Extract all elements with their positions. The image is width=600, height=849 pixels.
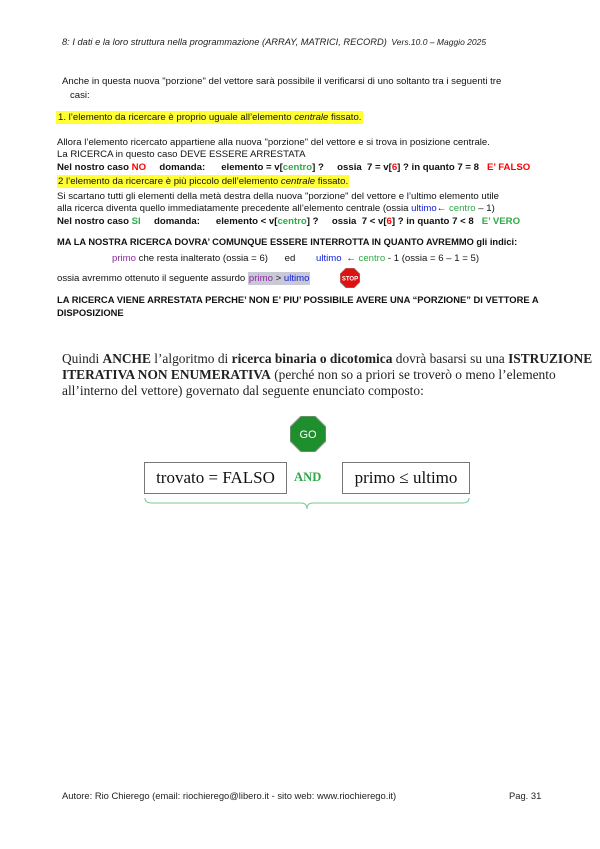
- grouping-brace: [144, 497, 470, 511]
- case-1-desc-1: Allora l’elemento ricercato appartiene alla nuova "porzione" del vettore e si trova in posizione centrale.: [57, 137, 490, 148]
- footer-author: Autore: Rio Chierego (email: riochierego@libero.it - sito web: www.riochierego.it): [62, 790, 397, 801]
- case-2-desc-2: alla ricerca diventa quello immediatamente precedente all’elemento centrale (ossia ultimo← centro – 1): [57, 203, 495, 214]
- paragraph-line-3: all’interno del vettore) governato dal seguente enunciato composto:: [62, 383, 424, 398]
- absurd-line: ossia avremmo ottenuto il seguente assurdo primo > ultimo: [57, 273, 310, 284]
- header-version: Vers.10.0 – Maggio 2025: [391, 37, 487, 47]
- paragraph-line-2: ITERATIVA NON ENUMERATIVA (perché non so a priori se troverò o meno l’elemento: [62, 367, 556, 382]
- case-2-heading: 2 l’elemento da ricercare è più piccolo dell’elemento centrale fissato.: [58, 176, 349, 187]
- header-title: 8: I dati e la loro struttura nella programmazione (ARRAY, MATRICI, RECORD): [62, 37, 387, 47]
- indices-line: primo che resta inalterato (ossia = 6) ed ultimo ← centro - 1 (ossia = 6 – 1 = 5): [112, 253, 480, 264]
- condition-left-box: trovato = FALSO: [144, 462, 287, 494]
- condition-operator: AND: [294, 470, 322, 484]
- case-1-example: Nel nostro caso NO domanda: elemento = v[centro] ? ossia 7 = v[6] ? in quanto 7 = 8 E’ FALSO: [57, 162, 531, 173]
- svg-text:STOP: STOP: [341, 276, 359, 283]
- footer-page-number: Pag. 31: [509, 790, 542, 801]
- condition-right-box: primo ≤ ultimo: [342, 462, 470, 494]
- case-1-desc-2: La RICERCA in questo caso DEVE ESSERE ARRESTATA: [57, 149, 306, 160]
- go-sign-icon: [290, 416, 326, 452]
- svg-text:GO: GO: [299, 429, 317, 441]
- conclusion-line-1: LA RICERCA VIENE ARRESTATA PERCHE’ NON E’ PIU’ POSSIBILE AVERE UNA “PORZIONE” DI VETTORE A: [57, 294, 539, 305]
- paragraph-line-1: Quindi ANCHE l’algoritmo di ricerca binaria o dicotomica dovrà basarsi su una ISTRUZIONE: [62, 351, 593, 366]
- case-1-heading: 1. l’elemento da ricercare è proprio uguale all’elemento centrale fissato.: [58, 112, 362, 123]
- conclusion-line-2: DISPOSIZIONE: [57, 307, 124, 318]
- page-header: [62, 37, 486, 47]
- intro-line-2: casi:: [70, 90, 90, 101]
- interrupt-warning: MA LA NOSTRA RICERCA DOVRA’ COMUNQUE ESSERE INTERROTTA IN QUANTO AVREMMO gli indici:: [57, 237, 518, 247]
- intro-line-1: Anche in questa nuova "porzione" del vettore sarà possibile il verificarsi di uno soltanto tra i seguenti tre: [62, 76, 502, 87]
- case-2-example: Nel nostro caso SI domanda: elemento < v[centro] ? ossia 7 < v[6] ? in quanto 7 < 8 E’ VERO: [57, 216, 521, 227]
- stop-sign-icon: [340, 268, 360, 288]
- case-2-desc-1: Si scartano tutti gli elementi della metà destra della nuova "porzione" del vettore e l’ultimo elemento utile: [57, 191, 499, 202]
